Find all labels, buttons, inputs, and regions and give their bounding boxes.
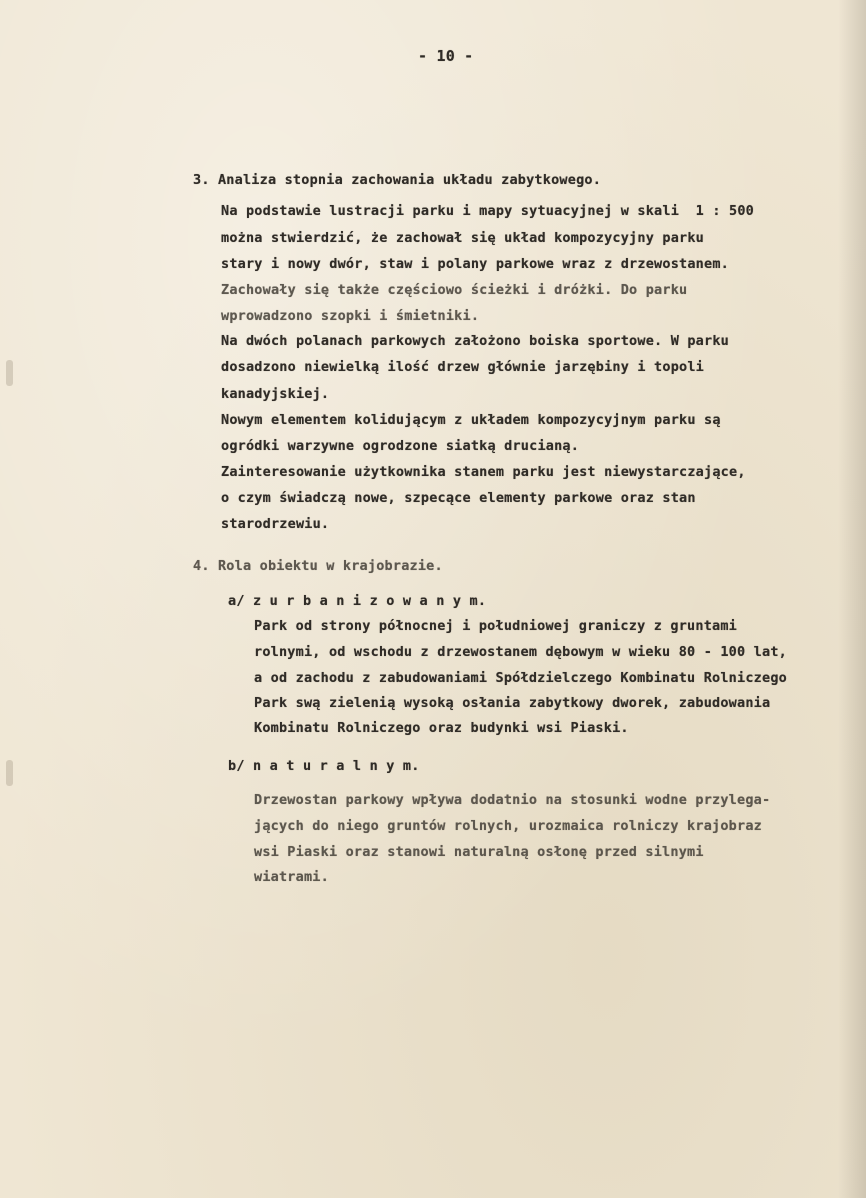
section-3-line: Na podstawie lustracji parku i mapy sytuacyjnej w skali 1 : 500 xyxy=(221,203,754,219)
section-3-line: o czym świadczą nowe, szpecące elementy parkowe oraz stan xyxy=(221,490,696,506)
section-3-line: ogródki warzywne ogrodzone siatką drucianą. xyxy=(221,438,580,454)
subsection-a-label: a/ z u r b a n i z o w a n y m. xyxy=(228,593,487,609)
section-3-line: stary i nowy dwór, staw i polany parkowe wraz z drzewostanem. xyxy=(221,256,729,272)
subsection-b-line: wsi Piaski oraz stanowi naturalną osłonę przed silnymi xyxy=(254,844,704,860)
subsection-a-line: a od zachodu z zabudowaniami Spółdzielczego Kombinatu Rolniczego xyxy=(254,670,787,686)
subsection-b-line: Drzewostan parkowy wpływa dodatnio na stosunki wodne przylega- xyxy=(254,792,771,808)
section-3-line: Nowym elementem kolidującym z układem kompozycyjnym parku są xyxy=(221,412,721,428)
section-3-line: kanadyjskiej. xyxy=(221,386,330,402)
binding-mark xyxy=(6,760,13,786)
subsection-b-line: wiatrami. xyxy=(254,869,329,885)
section-3-line: Zainteresowanie użytkownika stanem parku jest niewystarczające, xyxy=(221,464,746,480)
subsection-a-line: rolnymi, od wschodu z drzewostanem dębowym w wieku 80 - 100 lat, xyxy=(254,644,787,660)
section-3-line: Zachowały się także częściowo ścieżki i dróżki. Do parku xyxy=(221,282,688,298)
subsection-b-line: jących do niego gruntów rolnych, urozmaica rolniczy krajobraz xyxy=(254,818,762,834)
subsection-a-line: Park swą zielenią wysoką osłania zabytkowy dworek, zabudowania xyxy=(254,695,771,711)
section-3-line: starodrzewiu. xyxy=(221,516,330,532)
section-3-line: można stwierdzić, że zachował się układ kompozycyjny parku xyxy=(221,230,705,246)
subsection-b-label: b/ n a t u r a l n y m. xyxy=(228,758,420,774)
section-3-line: dosadzono niewielką ilość drzew głównie jarzębiny i topoli xyxy=(221,359,705,375)
section-3-line: wprowadzono szopki i śmietniki. xyxy=(221,308,480,324)
section-3-heading: 3. Analiza stopnia zachowania układu zabytkowego. xyxy=(193,172,602,188)
section-3-line: Na dwóch polanach parkowych założono boiska sportowe. W parku xyxy=(221,333,729,349)
binding-mark xyxy=(6,360,13,386)
page-edge-shadow xyxy=(838,0,866,1198)
subsection-a-line: Park od strony północnej i południowej graniczy z gruntami xyxy=(254,618,738,634)
section-4-heading: 4. Rola obiektu w krajobrazie. xyxy=(193,558,443,574)
subsection-a-line: Kombinatu Rolniczego oraz budynki wsi Piaski. xyxy=(254,720,629,736)
page-number: - 10 - xyxy=(418,47,474,65)
